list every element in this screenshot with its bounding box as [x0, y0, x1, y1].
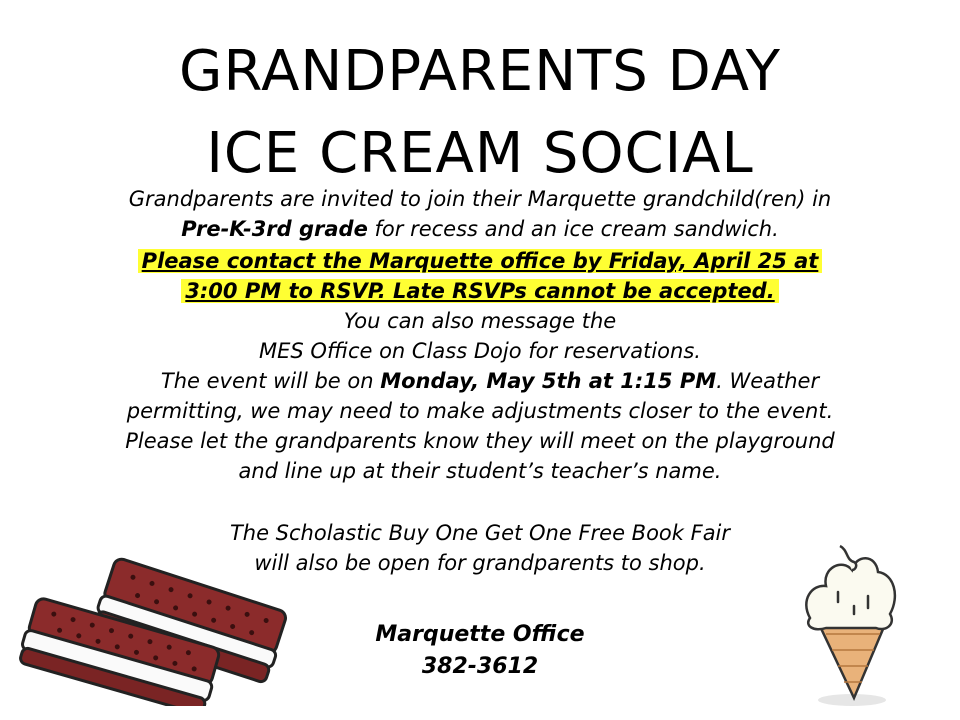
- event-line-4: and line up at their student’s teacher’s name.: [238, 459, 722, 483]
- event-date: Monday, May 5th at 1:15 PM: [380, 369, 717, 393]
- event-line-2: permitting, we may need to make adjustments closer to the event.: [126, 399, 834, 423]
- book-fair-line-2: will also be open for grandparents to shop.: [254, 551, 706, 575]
- rsvp-highlight-1: Please contact the Marquette office by Friday, April 25 at: [138, 249, 823, 273]
- event-suffix: . Weather: [716, 369, 820, 393]
- ice-cream-cone-icon: [796, 540, 906, 710]
- contact-name: Marquette Office: [375, 622, 585, 647]
- rsvp-line-2: [0, 276, 960, 306]
- event-line-3: Please let the grandparents know they will meet on the playground: [125, 429, 835, 453]
- invite-line-2-rest: for recess and an ice cream sandwich.: [367, 217, 779, 241]
- rsvp-highlight-2: 3:00 PM to RSVP. Late RSVPs cannot be accepted.: [181, 279, 778, 303]
- ice-cream-sandwich-icon: [14, 556, 294, 706]
- invite-line-2: [0, 214, 960, 244]
- event-prefix: The event will be on: [160, 369, 381, 393]
- dojo-line-1: You can also message the: [343, 309, 617, 333]
- contact-phone: 382-3612: [421, 654, 539, 679]
- dojo-line-2: MES Office on Class Dojo for reservations.: [259, 339, 701, 363]
- title-line-2: ICE CREAM SOCIAL: [206, 121, 754, 186]
- title-line-1: GRANDPARENTS DAY: [179, 39, 781, 104]
- book-fair-line-1: The Scholastic Buy One Get One Free Book Fair: [229, 521, 731, 545]
- event-line-1: [0, 366, 960, 396]
- rsvp-line-1: [0, 246, 960, 276]
- grade-range: Pre-K-3rd grade: [181, 217, 368, 241]
- invite-line-1: Grandparents are invited to join their Marquette grandchild(ren) in: [128, 187, 832, 211]
